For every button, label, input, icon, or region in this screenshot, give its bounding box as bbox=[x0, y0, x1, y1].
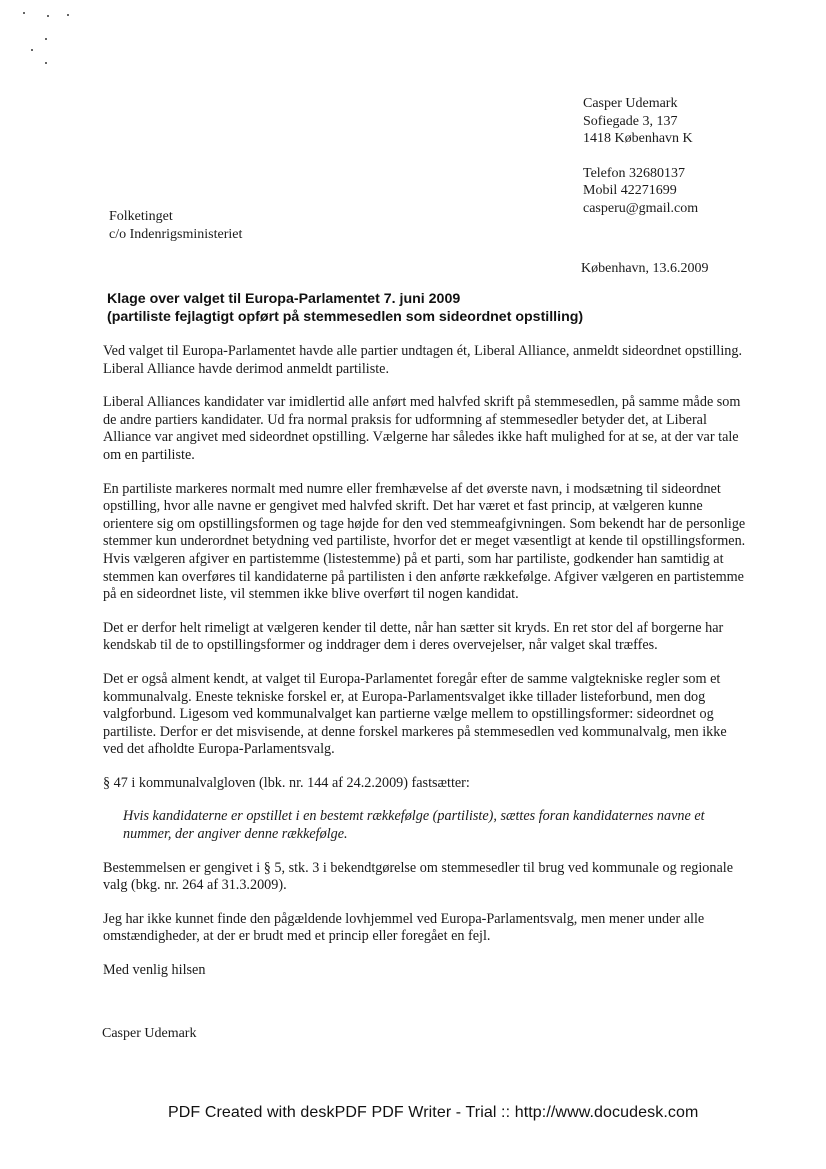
subject-line-2: (partiliste fejlagtigt opført på stemmesedlen som sideordnet opstilling) bbox=[107, 308, 584, 325]
letter-date: København, 13.6.2009 bbox=[581, 261, 709, 276]
sender-street: Sofiegade 3, 137 bbox=[583, 113, 678, 129]
letter-subject bbox=[107, 291, 767, 326]
paragraph: Liberal Alliances kandidater var imidlertid alle anført med halvfed skrift på stemmesedlen, på samme måde som de andre partiers kandidater. Ud fra normal praksis for udformning af stemmesedler betyder det, at Liberal Alliance var angivet med sideordnet opstilling. Vælgerne har således ikke haft mulighed for at se, at der var tale om en partiliste. bbox=[103, 394, 741, 463]
pdf-watermark: PDF Created with deskPDF PDF Writer - Trial :: http://www.docudesk.com bbox=[168, 1104, 699, 1121]
paragraph: § 47 i kommunalvalgloven (lbk. nr. 144 af 24.2.2009) fastsætter: bbox=[103, 774, 470, 791]
sender-city: 1418 København K bbox=[583, 131, 693, 146]
subject-line-1: Klage over valget til Europa-Parlamentet 7. juni 2009 bbox=[107, 291, 461, 307]
paragraph: Jeg har ikke kunnet finde den pågældende lovhjemmel ved Europa-Parlamentsvalg, men mener under alle omstændigheder, at der er brudt med et princip eller foregået en fejl. bbox=[103, 910, 705, 945]
recipient-line-1: Folketinget bbox=[109, 209, 173, 224]
sender-phone: Telefon 32680137 bbox=[583, 165, 686, 181]
paragraph: En partiliste markeres normalt med numre eller fremhævelse af det øverste navn, i modsætning til sideordnet opstilling, hvor alle navne er gengivet med halvfed skrift. Det har været et fast princip, at vælgeren kunne orientere sig om opstillingsformen og tage højde for den ved stemmeafgivningen. Som bekendt har de personlige stemmer kun underordnet betydning ved partiliste, hvorfor det er meget væsentligt at kende til opstillingsformen. Hvis vælgeren afgiver en partistemme (listestemme) på et parti, som har partiliste, godkender han samtidig at stemmen kan overføres til kandidaterne på partilisten i den anførte rækkefølge. Afgiver vælgeren en partistemme på en sideordnet liste, vil stemmen ikke blive overført til nogen kandidat. bbox=[103, 480, 746, 603]
recipient-line-2: c/o Indenrigsministeriet bbox=[109, 227, 243, 242]
paragraph: Det er også alment kendt, at valget til Europa-Parlamentet foregår efter de samme valgtekniske regler som et kommunalvalg. Eneste tekniske forskel er, at Europa-Parlamentsvalget ikke tillader listeforbund, men dog valgforbund. Ligesom ved kommunalvalget kan partierne vælge mellem to opstillingsformer: sideordnet og partiliste. Derfor er det misvisende, at denne forskel markeres på stemmesedlen ved kommunalvalg, men ikke ved det afholdte Europa-Parlamentsvalg. bbox=[103, 670, 727, 758]
sender-name: Casper Udemark bbox=[583, 96, 678, 111]
paragraph: Ved valget til Europa-Parlamentet havde alle partier undtagen ét, Liberal Alliance, anmeldt sideordnet opstilling. Liberal Alliance havde derimod anmeldt partiliste. bbox=[103, 343, 743, 377]
legal-quote: Hvis kandidaterne er opstillet i en bestemt rækkefølge (partiliste), sættes foran kandidaternes navne et nummer, der angiver denne rækkefølge. bbox=[123, 808, 705, 843]
paragraph: Det er derfor helt rimeligt at vælgeren kender til dette, når han sætter sit kryds. En ret stor del af borgerne har kendskab til de to opstillingsformer og inddrager dem i deres overvejelser, når valget skal træffes. bbox=[103, 619, 724, 654]
sender-email: casperu@gmail.com bbox=[583, 200, 699, 216]
sender-address-block bbox=[583, 95, 698, 217]
closing-salutation: Med venlig hilsen bbox=[103, 962, 206, 979]
recipient-address-block bbox=[109, 208, 242, 244]
sender-mobile: Mobil 42271699 bbox=[583, 183, 677, 198]
signature-name: Casper Udemark bbox=[102, 1026, 197, 1041]
letter-body bbox=[103, 343, 749, 996]
paragraph: Bestemmelsen er gengivet i § 5, stk. 3 i bekendtgørelse om stemmesedler til brug ved kommunale og regionale valg (bkg. nr. 264 af 31.3.2009). bbox=[103, 859, 734, 894]
